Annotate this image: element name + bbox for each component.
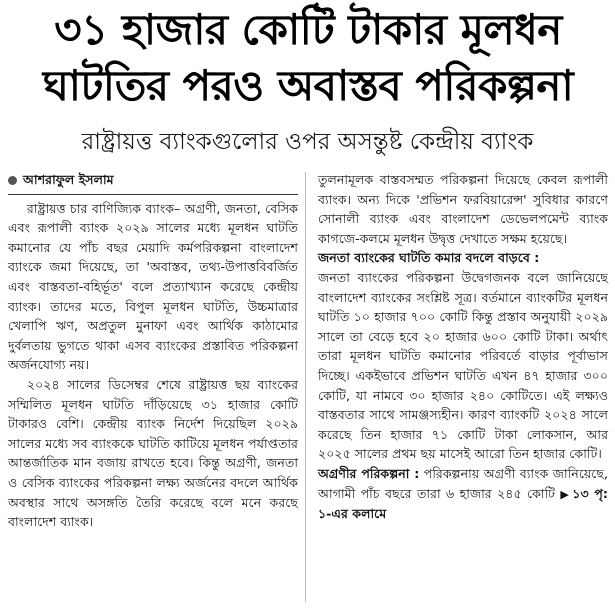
paragraph-text: পরিকল্পনায় অগ্রণী ব্যাংক জানিয়েছে, আগামী পাঁচ বছরে তারা ৬ হাজার ২৪৫ কোটি <box>318 465 608 501</box>
headline-line-1: ৩১ হাজার কোটি টাকার মূলধন <box>54 5 562 54</box>
byline-name: আশরাফুল ইসলাম <box>23 172 114 187</box>
triangle-icon: ▶ <box>560 487 571 501</box>
paragraph: ২০২৪ সালের ডিসেম্বর শেষে রাষ্ট্রায়ত্ত ছয় ব্যাংকের সম্মিলিত মূলধন ঘাটতি দাঁড়িয়েছে ৩১ হাজার কোটি টাকারও বেশি। কেন্দ্রীয় ব্যাংক নির্দেশ দিয়েছিল ২০২৯ সালের মধ্যে সব ব্যাংককে ঘাটতি কাটিয়ে মূলধন পর্যাপ্ততার আন্তর্জাতিক মান বজায় রাখতে হবে। কিন্তু অগ্রণী, জনতা ও বেসিক ব্যাংকের পরিকল্পনা লক্ষ্য অর্জনের বদলে আর্থিক অবস্থার সাথে অসঙ্গতি তৈরি করেছে বলে মনে করছে বাংলাদেশ ব্যাংক। <box>8 376 298 530</box>
section-subtitle: অগ্রণীর পরিকল্পনা : <box>318 465 420 481</box>
bullet-icon <box>8 176 17 185</box>
paragraph: রাষ্ট্রায়ত্ত চার বাণিজ্যিক ব্যাংক– অগ্রণী, জনতা, বেসিক এবং রূপালী ব্যাংক ২০২৯ সালের মধ্যে মূলধন ঘাটতি কমানোর যে পাঁচ বছর মেয়াদি কর্মপরিকল্পনা বাংলাদেশ ব্যাংকে জমা দিয়েছে, তা 'অবাস্তব, তথ্য-উপাত্তবিবর্জিত এবং বাস্তবতা-বহির্ভূত' বলে প্রত্যাখ্যান করেছে কেন্দ্রীয় ব্যাংক। তাদের মতে, বিপুল মূলধন ঘাটতি, উচ্চমাত্রার খেলাপি ঋণ, অপ্রতুল মুনাফা এবং আর্থিক কাঠামোর দুর্বলতায় ভুগতে থাকা এসব ব্যাংকের প্রস্তাবিত পরিকল্পনা অর্জনযোগ্য নয়। <box>8 200 298 373</box>
continued-text: ১৩ পৃ: ১-এর কলামে <box>318 485 608 522</box>
byline-divider <box>8 194 298 195</box>
article-column-left <box>8 170 298 532</box>
headline <box>8 2 608 114</box>
paragraph: জনতা ব্যাংকের পরিকল্পনা উদ্বেগজনক বলে জানিয়েছে বাংলাদেশ ব্যাংকের সংশ্লিষ্ট সূত্র। বর্তমানে ব্যাংকটির মূলধন ঘাটতি ১০ হাজার ৭০০ কোটি কিন্তু প্রস্তাব অনুযায়ী ২০২৯ সালে তা বেড়ে হবে ২০ হাজার ৬০০ কোটি টাকা। অর্থাৎ তারা মূলধন ঘাটতি কমানোর পরিবর্তে বাড়ার পূর্বাভাস দিচ্ছে। একইভাবে প্রভিশন ঘাটতি এখন ৪৭ হাজার ৩০০ কোটি, যা নামবে ৩০ হাজার ২৪০ কোটিতে। এই লক্ষ্যও বাস্তবতার সাথে সামঞ্জস্যহীন। কারণ ব্যাংকটি ২০২৪ সালে করেছে তিন হাজার ৭১ কোটি টাকা লোকসান, আর ২০২৫ সালের প্রথম ছয় মাসেই আরো তিন হাজার কোটি। <box>318 269 608 462</box>
subheadline: রাষ্ট্রায়ত্ত ব্যাংকগুলোর ওপর অসন্তুষ্ট কেন্দ্রীয় ব্যাংক <box>81 129 534 155</box>
paragraph: তুলনামূলক বাস্তবসম্মত পরিকল্পনা দিয়েছে কেবল রূপালী ব্যাংক। অন্য দিকে 'প্রভিশন ফরবিয়ারেন্স' সুবিধার কারণে সোনালী ব্যাংক এবং বাংলাদেশ ডেভেলপমেন্ট ব্যাংক কাগজে-কলমে মূলধন উদ্বৃত্ত দেখাতে সক্ষম হয়েছে। <box>318 172 608 246</box>
paragraph-with-subtitle <box>318 464 608 524</box>
column-divider <box>305 172 306 602</box>
article-column-right <box>318 170 608 524</box>
headline-line-2: ঘাটতির পরও অবাস্তব পরিকল্পনা <box>42 61 574 110</box>
byline <box>8 170 298 190</box>
section-subtitle: জনতা ব্যাংকের ঘাটতি কমার বদলে বাড়বে : <box>318 250 540 266</box>
